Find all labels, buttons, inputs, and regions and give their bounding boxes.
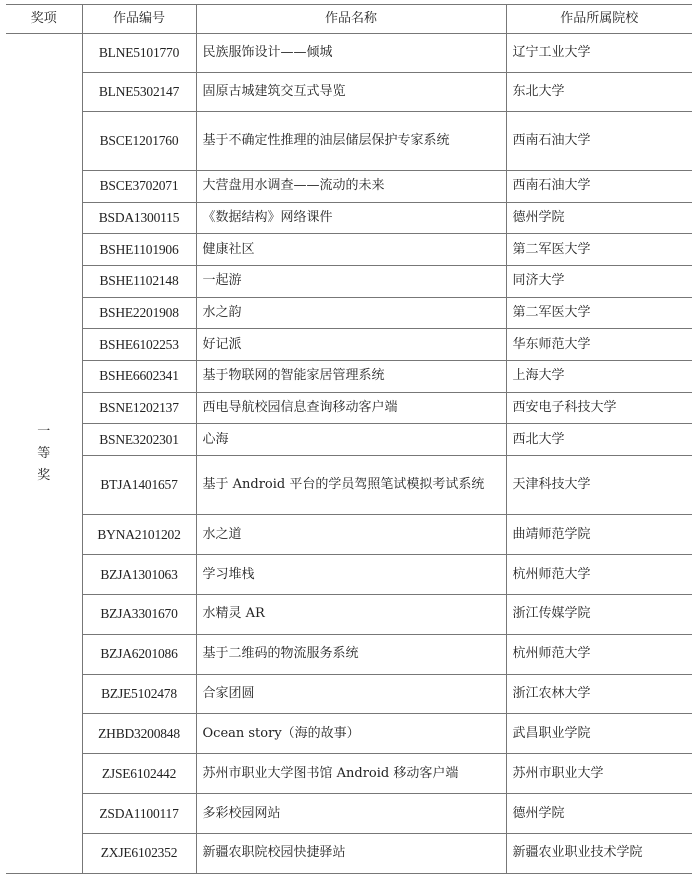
work-code-cell: BTJA1401657 bbox=[82, 455, 196, 514]
table-row bbox=[6, 424, 692, 456]
table-row bbox=[6, 515, 692, 555]
table-row bbox=[6, 555, 692, 595]
school-cell: 西北大学 bbox=[506, 424, 692, 456]
award-level-label: 一 等 奖 bbox=[37, 423, 51, 483]
award-level-cell bbox=[6, 34, 82, 874]
work-code-cell: BYNA2101202 bbox=[82, 515, 196, 555]
table-row bbox=[6, 297, 692, 329]
work-name-cell: 健康社区 bbox=[196, 234, 506, 266]
work-code-cell: BZJE5102478 bbox=[82, 674, 196, 714]
work-code-cell: BZJA3301670 bbox=[82, 594, 196, 634]
school-cell: 浙江传媒学院 bbox=[506, 594, 692, 634]
work-name-cell: 苏州市职业大学图书馆 Android 移动客户端 bbox=[196, 754, 506, 794]
school-cell: 浙江农林大学 bbox=[506, 674, 692, 714]
table-header bbox=[6, 5, 692, 34]
school-cell: 天津科技大学 bbox=[506, 455, 692, 514]
table-row bbox=[6, 72, 692, 111]
table-row bbox=[6, 265, 692, 297]
work-name-cell: 基于二维码的物流服务系统 bbox=[196, 634, 506, 674]
school-cell: 杭州师范大学 bbox=[506, 555, 692, 595]
school-cell: 德州学院 bbox=[506, 794, 692, 834]
work-name-cell: 基于 Android 平台的学员驾照笔试模拟考试系统 bbox=[196, 455, 506, 514]
header-row bbox=[6, 5, 692, 34]
table-row bbox=[6, 634, 692, 674]
work-name-cell: 固原古城建筑交互式导览 bbox=[196, 72, 506, 111]
work-name-cell: 基于不确定性推理的油层储层保护专家系统 bbox=[196, 111, 506, 170]
school-cell: 西南石油大学 bbox=[506, 170, 692, 202]
table-row bbox=[6, 202, 692, 234]
work-code-cell: BLNE5302147 bbox=[82, 72, 196, 111]
table-row bbox=[6, 392, 692, 424]
work-code-cell: BSNE1202137 bbox=[82, 392, 196, 424]
awards-table bbox=[6, 4, 692, 874]
school-cell: 苏州市职业大学 bbox=[506, 754, 692, 794]
table-row bbox=[6, 714, 692, 754]
table-row bbox=[6, 170, 692, 202]
header-name: 作品名称 bbox=[196, 5, 506, 34]
header-award: 奖项 bbox=[6, 5, 82, 34]
table-row bbox=[6, 794, 692, 834]
table-row bbox=[6, 234, 692, 266]
work-code-cell: BSHE6602341 bbox=[82, 360, 196, 392]
work-code-cell: ZJSE6102442 bbox=[82, 754, 196, 794]
work-code-cell: BSDA1300115 bbox=[82, 202, 196, 234]
table-row bbox=[6, 833, 692, 873]
work-name-cell: 《数据结构》网络课件 bbox=[196, 202, 506, 234]
school-cell: 第二军医大学 bbox=[506, 297, 692, 329]
work-name-cell: 水精灵 AR bbox=[196, 594, 506, 634]
header-school: 作品所属院校 bbox=[506, 5, 692, 34]
school-cell: 东北大学 bbox=[506, 72, 692, 111]
work-code-cell: ZHBD3200848 bbox=[82, 714, 196, 754]
header-code: 作品编号 bbox=[82, 5, 196, 34]
work-name-cell: 一起游 bbox=[196, 265, 506, 297]
work-code-cell: BZJA6201086 bbox=[82, 634, 196, 674]
school-cell: 杭州师范大学 bbox=[506, 634, 692, 674]
school-cell: 新疆农业职业技术学院 bbox=[506, 833, 692, 873]
school-cell: 武昌职业学院 bbox=[506, 714, 692, 754]
table-row bbox=[6, 34, 692, 73]
school-cell: 辽宁工业大学 bbox=[506, 34, 692, 73]
work-code-cell: BLNE5101770 bbox=[82, 34, 196, 73]
school-cell: 同济大学 bbox=[506, 265, 692, 297]
school-cell: 西安电子科技大学 bbox=[506, 392, 692, 424]
work-name-cell: 民族服饰设计——倾城 bbox=[196, 34, 506, 73]
work-code-cell: ZSDA1100117 bbox=[82, 794, 196, 834]
work-name-cell: 水之韵 bbox=[196, 297, 506, 329]
work-name-cell: 新疆农职院校园快捷驿站 bbox=[196, 833, 506, 873]
work-name-cell: 大营盘用水调查——流动的未来 bbox=[196, 170, 506, 202]
school-cell: 曲靖师范学院 bbox=[506, 515, 692, 555]
work-code-cell: ZXJE6102352 bbox=[82, 833, 196, 873]
table-row bbox=[6, 754, 692, 794]
work-name-cell: 心海 bbox=[196, 424, 506, 456]
table-row bbox=[6, 594, 692, 634]
school-cell: 第二军医大学 bbox=[506, 234, 692, 266]
work-code-cell: BSCE3702071 bbox=[82, 170, 196, 202]
work-name-cell: 学习堆栈 bbox=[196, 555, 506, 595]
work-code-cell: BZJA1301063 bbox=[82, 555, 196, 595]
work-code-cell: BSHE6102253 bbox=[82, 329, 196, 361]
table-body bbox=[6, 34, 692, 874]
work-name-cell: Ocean story（海的故事） bbox=[196, 714, 506, 754]
school-cell: 德州学院 bbox=[506, 202, 692, 234]
work-name-cell: 西电导航校园信息查询移动客户端 bbox=[196, 392, 506, 424]
work-code-cell: BSHE1101906 bbox=[82, 234, 196, 266]
table-row bbox=[6, 674, 692, 714]
work-name-cell: 水之道 bbox=[196, 515, 506, 555]
school-cell: 华东师范大学 bbox=[506, 329, 692, 361]
work-code-cell: BSHE1102148 bbox=[82, 265, 196, 297]
work-name-cell: 基于物联网的智能家居管理系统 bbox=[196, 360, 506, 392]
work-code-cell: BSCE1201760 bbox=[82, 111, 196, 170]
school-cell: 上海大学 bbox=[506, 360, 692, 392]
table-row bbox=[6, 455, 692, 514]
table-row bbox=[6, 329, 692, 361]
table-row bbox=[6, 111, 692, 170]
work-code-cell: BSNE3202301 bbox=[82, 424, 196, 456]
school-cell: 西南石油大学 bbox=[506, 111, 692, 170]
work-name-cell: 多彩校园网站 bbox=[196, 794, 506, 834]
work-code-cell: BSHE2201908 bbox=[82, 297, 196, 329]
work-name-cell: 合家团圆 bbox=[196, 674, 506, 714]
table-row bbox=[6, 360, 692, 392]
work-name-cell: 好记派 bbox=[196, 329, 506, 361]
